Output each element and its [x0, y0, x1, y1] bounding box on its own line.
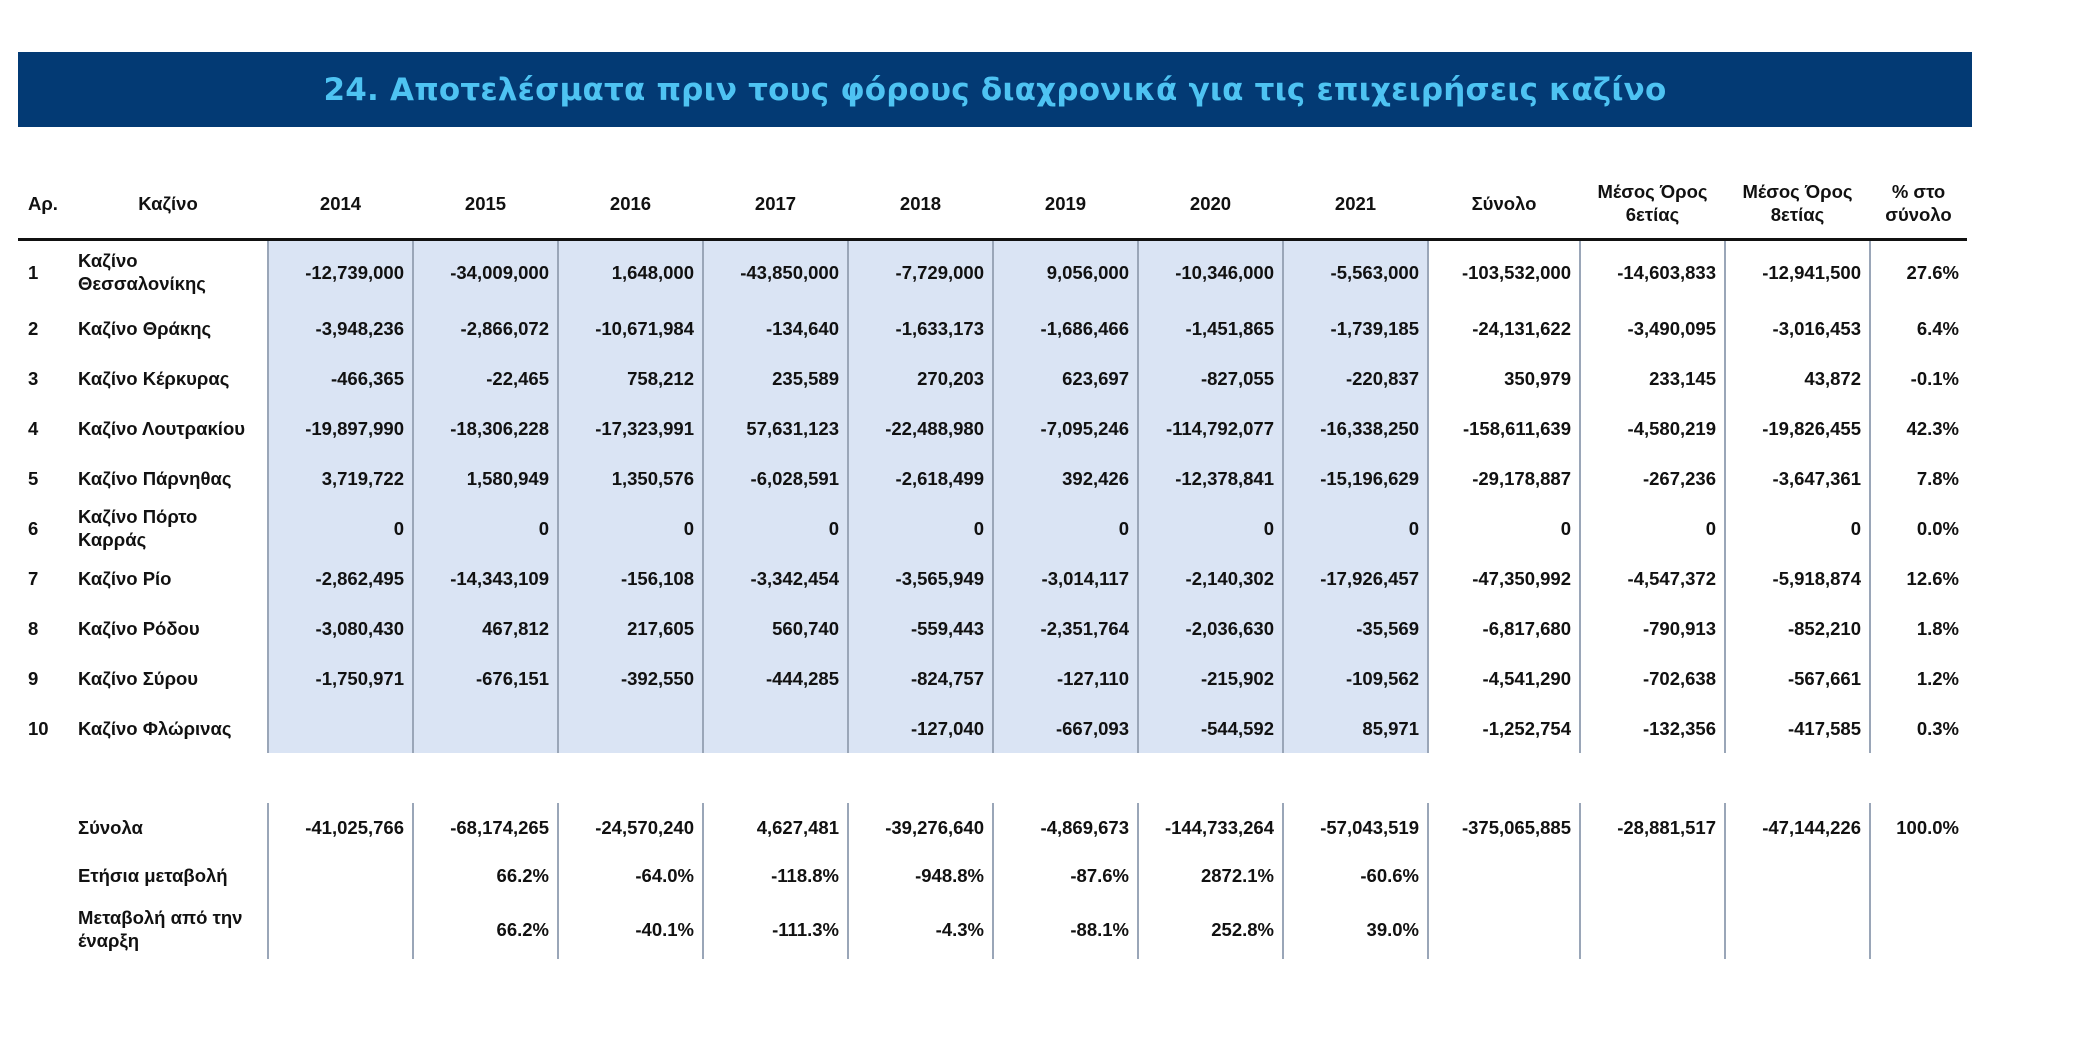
totals-value-cell: [1580, 899, 1725, 959]
row-number: 7: [28, 567, 39, 589]
year-value-cell: -12,739,000: [268, 240, 413, 304]
year-value-cell: 57,631,123: [703, 403, 848, 453]
table-row: [18, 703, 1967, 753]
header-cell: 2018: [899, 192, 942, 214]
totals-value-cell: -47,144,226: [1725, 803, 1870, 851]
year-value-cell: [413, 703, 558, 753]
totals-value-cell: -88.1%: [993, 899, 1138, 959]
row-number: 8: [28, 617, 39, 639]
casino-results-table: [18, 168, 1967, 959]
summary-value-cell: -567,661: [1725, 653, 1870, 703]
year-value-cell: -6,028,591: [703, 453, 848, 503]
totals-value-cell: [1870, 899, 1967, 959]
header-cell: 2017: [754, 192, 797, 214]
table-row: [18, 453, 1967, 503]
year-value-cell: -127,040: [848, 703, 993, 753]
table-row: [18, 603, 1967, 653]
title-banner: [18, 52, 1972, 127]
year-value-cell: 235,589: [703, 353, 848, 403]
summary-value-cell: -702,638: [1580, 653, 1725, 703]
casino-name: Καζίνο Πόρτο Καρράς: [78, 506, 198, 550]
summary-value-cell: -1,252,754: [1428, 703, 1580, 753]
summary-value-cell: -5,918,874: [1725, 553, 1870, 603]
casino-name: Καζίνο Θεσσαλονίκης: [78, 250, 206, 294]
summary-value-cell: -3,490,095: [1580, 303, 1725, 353]
year-value-cell: [268, 703, 413, 753]
header-row: [18, 168, 1967, 240]
totals-value-cell: [1725, 851, 1870, 899]
row-number: 9: [28, 667, 39, 689]
casino-name: Καζίνο Λουτρακίου: [78, 417, 246, 439]
year-value-cell: -392,550: [558, 653, 703, 703]
totals-value-cell: -4.3%: [848, 899, 993, 959]
year-value-cell: -14,343,109: [413, 553, 558, 603]
summary-value-cell: -3,016,453: [1725, 303, 1870, 353]
row-number: 4: [28, 417, 39, 439]
totals-value-cell: [1428, 851, 1580, 899]
summary-value-cell: -4,547,372: [1580, 553, 1725, 603]
summary-value-cell: 233,145: [1580, 353, 1725, 403]
year-value-cell: [558, 703, 703, 753]
year-value-cell: -444,285: [703, 653, 848, 703]
header-cell: 2020: [1189, 192, 1232, 214]
table-row: [18, 353, 1967, 403]
row-number: 3: [28, 367, 39, 389]
summary-value-cell: -417,585: [1725, 703, 1870, 753]
header-cell: 2015: [464, 192, 507, 214]
summary-value-cell: 0.0%: [1870, 503, 1967, 553]
year-value-cell: -7,095,246: [993, 403, 1138, 453]
year-value-cell: -43,850,000: [703, 240, 848, 304]
year-value-cell: 623,697: [993, 353, 1138, 403]
row-number: 10: [28, 717, 49, 739]
casino-name: Καζίνο Ρίο: [78, 567, 172, 589]
year-value-cell: -215,902: [1138, 653, 1283, 703]
table-row: [18, 653, 1967, 703]
table-row: [18, 303, 1967, 353]
totals-row: [18, 899, 1967, 959]
summary-value-cell: 42.3%: [1870, 403, 1967, 453]
totals-value-cell: 4,627,481: [703, 803, 848, 851]
summary-value-cell: -158,611,639: [1428, 403, 1580, 453]
year-value-cell: -35,569: [1283, 603, 1428, 653]
row-number: 1: [28, 261, 39, 283]
year-value-cell: -559,443: [848, 603, 993, 653]
totals-value-cell: [1428, 899, 1580, 959]
summary-value-cell: -103,532,000: [1428, 240, 1580, 304]
year-value-cell: -10,671,984: [558, 303, 703, 353]
year-value-cell: 85,971: [1283, 703, 1428, 753]
casino-name: Καζίνο Φλώρινας: [78, 717, 232, 739]
table-row: [18, 240, 1967, 304]
year-value-cell: -17,323,991: [558, 403, 703, 453]
empty-cell: [18, 851, 68, 899]
totals-value-cell: 39.0%: [1283, 899, 1428, 959]
year-value-cell: -12,378,841: [1138, 453, 1283, 503]
year-value-cell: -109,562: [1283, 653, 1428, 703]
year-value-cell: 0: [1138, 503, 1283, 553]
header-cell: 2016: [609, 192, 652, 214]
totals-value-cell: 66.2%: [413, 899, 558, 959]
totals-value-cell: -24,570,240: [558, 803, 703, 851]
year-value-cell: -18,306,228: [413, 403, 558, 453]
table-row: [18, 553, 1967, 603]
casino-name: Καζίνο Πάρνηθας: [78, 467, 232, 489]
year-value-cell: -5,563,000: [1283, 240, 1428, 304]
year-value-cell: -1,451,865: [1138, 303, 1283, 353]
year-value-cell: 0: [703, 503, 848, 553]
year-value-cell: -824,757: [848, 653, 993, 703]
year-value-cell: 217,605: [558, 603, 703, 653]
year-value-cell: -127,110: [993, 653, 1138, 703]
totals-value-cell: [1580, 851, 1725, 899]
summary-value-cell: 12.6%: [1870, 553, 1967, 603]
totals-value-cell: [1725, 899, 1870, 959]
year-value-cell: 1,648,000: [558, 240, 703, 304]
totals-value-cell: [268, 899, 413, 959]
totals-value-cell: [1870, 851, 1967, 899]
totals-row: [18, 803, 1967, 851]
totals-value-cell: -41,025,766: [268, 803, 413, 851]
casino-name: Καζίνο Κέρκυρας: [78, 367, 230, 389]
year-value-cell: -17,926,457: [1283, 553, 1428, 603]
year-value-cell: -220,837: [1283, 353, 1428, 403]
table-row: [18, 503, 1967, 553]
summary-value-cell: 6.4%: [1870, 303, 1967, 353]
casino-name: Καζίνο Ρόδου: [78, 617, 200, 639]
table-row: [18, 403, 1967, 453]
summary-value-cell: 43,872: [1725, 353, 1870, 403]
casino-name: Καζίνο Σύρου: [78, 667, 199, 689]
year-value-cell: 0: [1283, 503, 1428, 553]
year-value-cell: 270,203: [848, 353, 993, 403]
summary-value-cell: -132,356: [1580, 703, 1725, 753]
year-value-cell: 1,580,949: [413, 453, 558, 503]
totals-value-cell: [268, 851, 413, 899]
summary-value-cell: 1.2%: [1870, 653, 1967, 703]
totals-value-cell: -39,276,640: [848, 803, 993, 851]
year-value-cell: -3,014,117: [993, 553, 1138, 603]
year-value-cell: -34,009,000: [413, 240, 558, 304]
row-number: 5: [28, 467, 39, 489]
year-value-cell: -667,093: [993, 703, 1138, 753]
totals-value-cell: -87.6%: [993, 851, 1138, 899]
year-value-cell: 0: [268, 503, 413, 553]
year-value-cell: 0: [558, 503, 703, 553]
totals-value-cell: 66.2%: [413, 851, 558, 899]
row-number: 6: [28, 517, 39, 539]
year-value-cell: -827,055: [1138, 353, 1283, 403]
summary-value-cell: 0: [1580, 503, 1725, 553]
year-value-cell: 9,056,000: [993, 240, 1138, 304]
totals-value-cell: -60.6%: [1283, 851, 1428, 899]
year-value-cell: -3,342,454: [703, 553, 848, 603]
year-value-cell: -7,729,000: [848, 240, 993, 304]
summary-value-cell: 7.8%: [1870, 453, 1967, 503]
summary-value-cell: 0: [1725, 503, 1870, 553]
totals-value-cell: -64.0%: [558, 851, 703, 899]
header-cell: 2019: [1044, 192, 1087, 214]
year-value-cell: -2,351,764: [993, 603, 1138, 653]
totals-row: [18, 851, 1967, 899]
year-value-cell: -466,365: [268, 353, 413, 403]
header-cell: Μέσος Όρος 8ετίας: [1742, 181, 1853, 225]
year-value-cell: 392,426: [993, 453, 1138, 503]
year-value-cell: -22,488,980: [848, 403, 993, 453]
summary-value-cell: 1.8%: [1870, 603, 1967, 653]
year-value-cell: -10,346,000: [1138, 240, 1283, 304]
year-value-cell: -114,792,077: [1138, 403, 1283, 453]
year-value-cell: -19,897,990: [268, 403, 413, 453]
year-value-cell: 758,212: [558, 353, 703, 403]
summary-value-cell: -0.1%: [1870, 353, 1967, 403]
header-cell: Μέσος Όρος 6ετίας: [1597, 181, 1708, 225]
summary-value-cell: -3,647,361: [1725, 453, 1870, 503]
summary-value-cell: -12,941,500: [1725, 240, 1870, 304]
year-value-cell: -1,686,466: [993, 303, 1138, 353]
row-number: 2: [28, 317, 39, 339]
year-value-cell: 467,812: [413, 603, 558, 653]
year-value-cell: -3,565,949: [848, 553, 993, 603]
header-cell: 2014: [319, 192, 362, 214]
totals-value-cell: -68,174,265: [413, 803, 558, 851]
summary-value-cell: -790,913: [1580, 603, 1725, 653]
totals-value-cell: -57,043,519: [1283, 803, 1428, 851]
summary-value-cell: 27.6%: [1870, 240, 1967, 304]
year-value-cell: -16,338,250: [1283, 403, 1428, 453]
summary-value-cell: -267,236: [1580, 453, 1725, 503]
summary-value-cell: -4,541,290: [1428, 653, 1580, 703]
totals-value-cell: -28,881,517: [1580, 803, 1725, 851]
totals-label: Ετήσια μεταβολή: [78, 864, 228, 886]
totals-value-cell: -111.3%: [703, 899, 848, 959]
summary-value-cell: -47,350,992: [1428, 553, 1580, 603]
summary-value-cell: -4,580,219: [1580, 403, 1725, 453]
totals-value-cell: 252.8%: [1138, 899, 1283, 959]
year-value-cell: -544,592: [1138, 703, 1283, 753]
summary-value-cell: -29,178,887: [1428, 453, 1580, 503]
totals-value-cell: -40.1%: [558, 899, 703, 959]
header-cell: Αρ.: [28, 192, 58, 214]
summary-value-cell: -14,603,833: [1580, 240, 1725, 304]
empty-cell: [18, 899, 68, 959]
summary-value-cell: -19,826,455: [1725, 403, 1870, 453]
totals-value-cell: -948.8%: [848, 851, 993, 899]
year-value-cell: -1,750,971: [268, 653, 413, 703]
year-value-cell: -3,080,430: [268, 603, 413, 653]
year-value-cell: 3,719,722: [268, 453, 413, 503]
summary-value-cell: -852,210: [1725, 603, 1870, 653]
year-value-cell: -2,036,630: [1138, 603, 1283, 653]
spacer-row: [18, 753, 1967, 803]
year-value-cell: -2,618,499: [848, 453, 993, 503]
year-value-cell: -134,640: [703, 303, 848, 353]
year-value-cell: -1,739,185: [1283, 303, 1428, 353]
year-value-cell: 560,740: [703, 603, 848, 653]
totals-value-cell: -375,065,885: [1428, 803, 1580, 851]
header-cell: % στο σύνολο: [1885, 181, 1952, 225]
summary-value-cell: -6,817,680: [1428, 603, 1580, 653]
header-cell: 2021: [1334, 192, 1377, 214]
summary-value-cell: 0: [1428, 503, 1580, 553]
totals-value-cell: -4,869,673: [993, 803, 1138, 851]
year-value-cell: -22,465: [413, 353, 558, 403]
totals-value-cell: 2872.1%: [1138, 851, 1283, 899]
totals-label: Μεταβολή από την έναρξη: [78, 907, 243, 951]
header-cell: Σύνολο: [1471, 192, 1537, 214]
empty-cell: [18, 803, 68, 851]
casino-name: Καζίνο Θράκης: [78, 317, 212, 339]
year-value-cell: -676,151: [413, 653, 558, 703]
header-cell: Καζίνο: [138, 192, 198, 214]
summary-value-cell: -24,131,622: [1428, 303, 1580, 353]
year-value-cell: 0: [848, 503, 993, 553]
year-value-cell: -2,140,302: [1138, 553, 1283, 603]
summary-value-cell: 0.3%: [1870, 703, 1967, 753]
totals-value-cell: -144,733,264: [1138, 803, 1283, 851]
year-value-cell: -2,866,072: [413, 303, 558, 353]
year-value-cell: -1,633,173: [848, 303, 993, 353]
totals-value-cell: 100.0%: [1870, 803, 1967, 851]
year-value-cell: -156,108: [558, 553, 703, 603]
year-value-cell: [703, 703, 848, 753]
totals-value-cell: -118.8%: [703, 851, 848, 899]
year-value-cell: -3,948,236: [268, 303, 413, 353]
year-value-cell: 0: [413, 503, 558, 553]
page-title: 24. Αποτελέσματα πριν τους φόρους διαχρονικά για τις επιχειρήσεις καζίνο: [323, 71, 1667, 108]
totals-label: Σύνολα: [78, 816, 143, 838]
summary-value-cell: 350,979: [1428, 353, 1580, 403]
year-value-cell: 1,350,576: [558, 453, 703, 503]
year-value-cell: -2,862,495: [268, 553, 413, 603]
year-value-cell: -15,196,629: [1283, 453, 1428, 503]
year-value-cell: 0: [993, 503, 1138, 553]
